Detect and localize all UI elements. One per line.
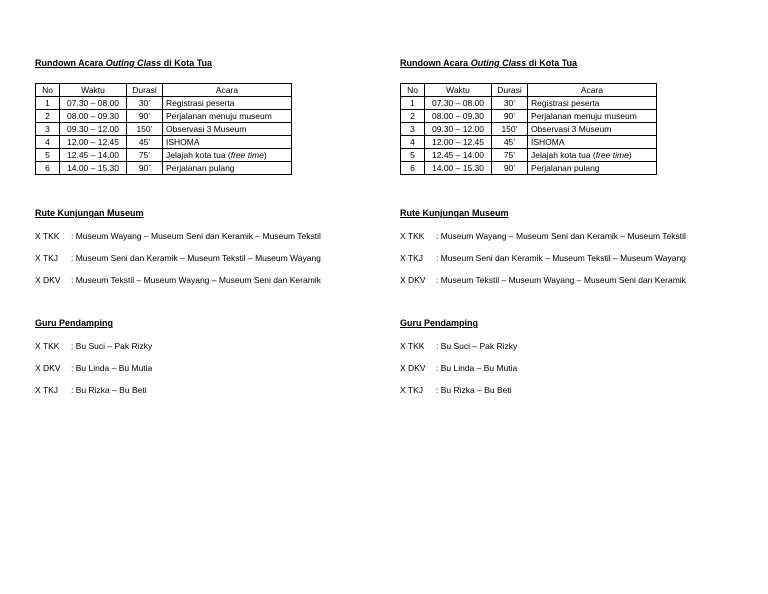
cell-acara: Jelajah kota tua (free time)	[528, 149, 657, 162]
column-header-no: No	[401, 84, 425, 97]
cell-durasi: 150’	[127, 123, 163, 136]
list-item	[400, 379, 730, 401]
rundown-table	[400, 83, 657, 175]
cell-durasi: 90’	[127, 110, 163, 123]
guru-list	[400, 335, 730, 401]
class-label: X TKK	[35, 231, 60, 241]
cell-no: 6	[36, 162, 60, 175]
table-row	[401, 110, 657, 123]
cell-durasi: 90’	[492, 110, 528, 123]
table-row	[36, 97, 292, 110]
class-label: X TKK	[400, 341, 425, 351]
list-item	[400, 225, 730, 247]
class-label: X DKV	[35, 275, 61, 285]
route-text: : Museum Tekstil – Museum Wayang – Museum Seni dan Keramik	[71, 275, 321, 285]
class-label: X TKJ	[400, 385, 423, 395]
route-text: : Museum Wayang – Museum Seni dan Keramik – Museum Tekstil	[436, 231, 686, 241]
column-header-acara: Acara	[163, 84, 292, 97]
document-copy-right	[400, 57, 730, 401]
route-text: : Museum Seni dan Keramik – Museum Tekstil – Museum Wayang	[71, 253, 321, 263]
cell-waktu: 12.00 – 12.45	[425, 136, 492, 149]
list-item	[35, 225, 365, 247]
guru-text: : Bu Suci – Pak Rizky	[436, 341, 518, 351]
guru-text: : Bu Rizka – Bu Beti	[71, 385, 147, 395]
column-header-waktu: Waktu	[425, 84, 492, 97]
column-header-no: No	[36, 84, 60, 97]
cell-waktu: 09.30 – 12.00	[425, 123, 492, 136]
cell-waktu: 12.45 – 14.00	[60, 149, 127, 162]
table-row	[401, 136, 657, 149]
cell-waktu: 14.00 – 15.30	[425, 162, 492, 175]
table-row	[36, 162, 292, 175]
cell-no: 1	[36, 97, 60, 110]
cell-no: 2	[401, 110, 425, 123]
cell-waktu: 07.30 – 08.00	[425, 97, 492, 110]
cell-durasi: 75’	[127, 149, 163, 162]
table-row	[401, 123, 657, 136]
cell-durasi: 30’	[492, 97, 528, 110]
cell-acara: Observasi 3 Museum	[528, 123, 657, 136]
class-label: X TKJ	[35, 253, 58, 263]
cell-waktu: 08.00 – 09.30	[60, 110, 127, 123]
cell-no: 1	[401, 97, 425, 110]
rute-title: Rute Kunjungan Museum	[400, 208, 509, 218]
list-item	[35, 247, 365, 269]
table-row	[401, 162, 657, 175]
cell-no: 6	[401, 162, 425, 175]
route-text: : Museum Wayang – Museum Seni dan Keramik – Museum Tekstil	[71, 231, 321, 241]
cell-acara: ISHOMA	[528, 136, 657, 149]
class-label: X DKV	[400, 275, 426, 285]
class-label: X TKK	[400, 231, 425, 241]
route-text: : Museum Seni dan Keramik – Museum Tekstil – Museum Wayang	[436, 253, 686, 263]
cell-durasi: 75’	[492, 149, 528, 162]
rundown-title: Rundown Acara Outing Class di Kota Tua	[400, 58, 578, 68]
cell-no: 5	[36, 149, 60, 162]
cell-durasi: 90’	[127, 162, 163, 175]
cell-no: 2	[36, 110, 60, 123]
guru-title: Guru Pendamping	[35, 318, 114, 328]
guru-text: : Bu Linda – Bu Mutia	[436, 363, 518, 373]
rundown-title: Rundown Acara Outing Class di Kota Tua	[35, 58, 213, 68]
list-item	[35, 269, 365, 291]
guru-list	[35, 335, 365, 401]
cell-acara: Perjalanan menuju museum	[528, 110, 657, 123]
cell-no: 5	[401, 149, 425, 162]
cell-durasi: 150’	[492, 123, 528, 136]
cell-durasi: 30’	[127, 97, 163, 110]
cell-waktu: 14.00 – 15.30	[60, 162, 127, 175]
table-row	[36, 136, 292, 149]
route-text: : Museum Tekstil – Museum Wayang – Museum Seni dan Keramik	[436, 275, 686, 285]
cell-acara: Registrasi peserta	[163, 97, 292, 110]
cell-acara: Registrasi peserta	[528, 97, 657, 110]
table-row	[401, 97, 657, 110]
guru-title: Guru Pendamping	[400, 318, 479, 328]
cell-waktu: 09.30 – 12.00	[60, 123, 127, 136]
cell-no: 3	[36, 123, 60, 136]
cell-acara: Jelajah kota tua (free time)	[163, 149, 292, 162]
cell-waktu: 08.00 – 09.30	[425, 110, 492, 123]
column-header-waktu: Waktu	[60, 84, 127, 97]
cell-durasi: 45’	[127, 136, 163, 149]
guru-text: : Bu Linda – Bu Mutia	[71, 363, 153, 373]
guru-text: : Bu Suci – Pak Rizky	[71, 341, 153, 351]
guru-text: : Bu Rizka – Bu Beti	[436, 385, 512, 395]
list-item	[400, 357, 730, 379]
cell-waktu: 12.00 – 12.45	[60, 136, 127, 149]
cell-acara: Perjalanan menuju museum	[163, 110, 292, 123]
class-label: X TKJ	[400, 253, 423, 263]
cell-acara: Observasi 3 Museum	[163, 123, 292, 136]
cell-waktu: 12.45 – 14.00	[425, 149, 492, 162]
class-label: X TKJ	[35, 385, 58, 395]
list-item	[35, 335, 365, 357]
cell-waktu: 07.30 – 08.00	[60, 97, 127, 110]
table-header-row	[401, 84, 657, 97]
table-row	[36, 123, 292, 136]
rute-title: Rute Kunjungan Museum	[35, 208, 144, 218]
table-row	[36, 149, 292, 162]
class-label: X DKV	[400, 363, 426, 373]
list-item	[35, 357, 365, 379]
cell-durasi: 45’	[492, 136, 528, 149]
class-label: X TKK	[35, 341, 60, 351]
list-item	[400, 269, 730, 291]
rute-list	[400, 225, 730, 291]
table-header-row	[36, 84, 292, 97]
rute-list	[35, 225, 365, 291]
cell-durasi: 90’	[492, 162, 528, 175]
column-header-durasi: Durasi	[127, 84, 163, 97]
table-row	[401, 149, 657, 162]
cell-acara: Perjalanan pulang	[528, 162, 657, 175]
list-item	[400, 247, 730, 269]
class-label: X DKV	[35, 363, 61, 373]
rundown-table	[35, 83, 292, 175]
table-row	[36, 110, 292, 123]
document-copy-left	[35, 57, 365, 401]
cell-no: 4	[401, 136, 425, 149]
cell-no: 4	[36, 136, 60, 149]
column-header-durasi: Durasi	[492, 84, 528, 97]
cell-acara: Perjalanan pulang	[163, 162, 292, 175]
list-item	[35, 379, 365, 401]
cell-no: 3	[401, 123, 425, 136]
list-item	[400, 335, 730, 357]
column-header-acara: Acara	[528, 84, 657, 97]
cell-acara: ISHOMA	[163, 136, 292, 149]
